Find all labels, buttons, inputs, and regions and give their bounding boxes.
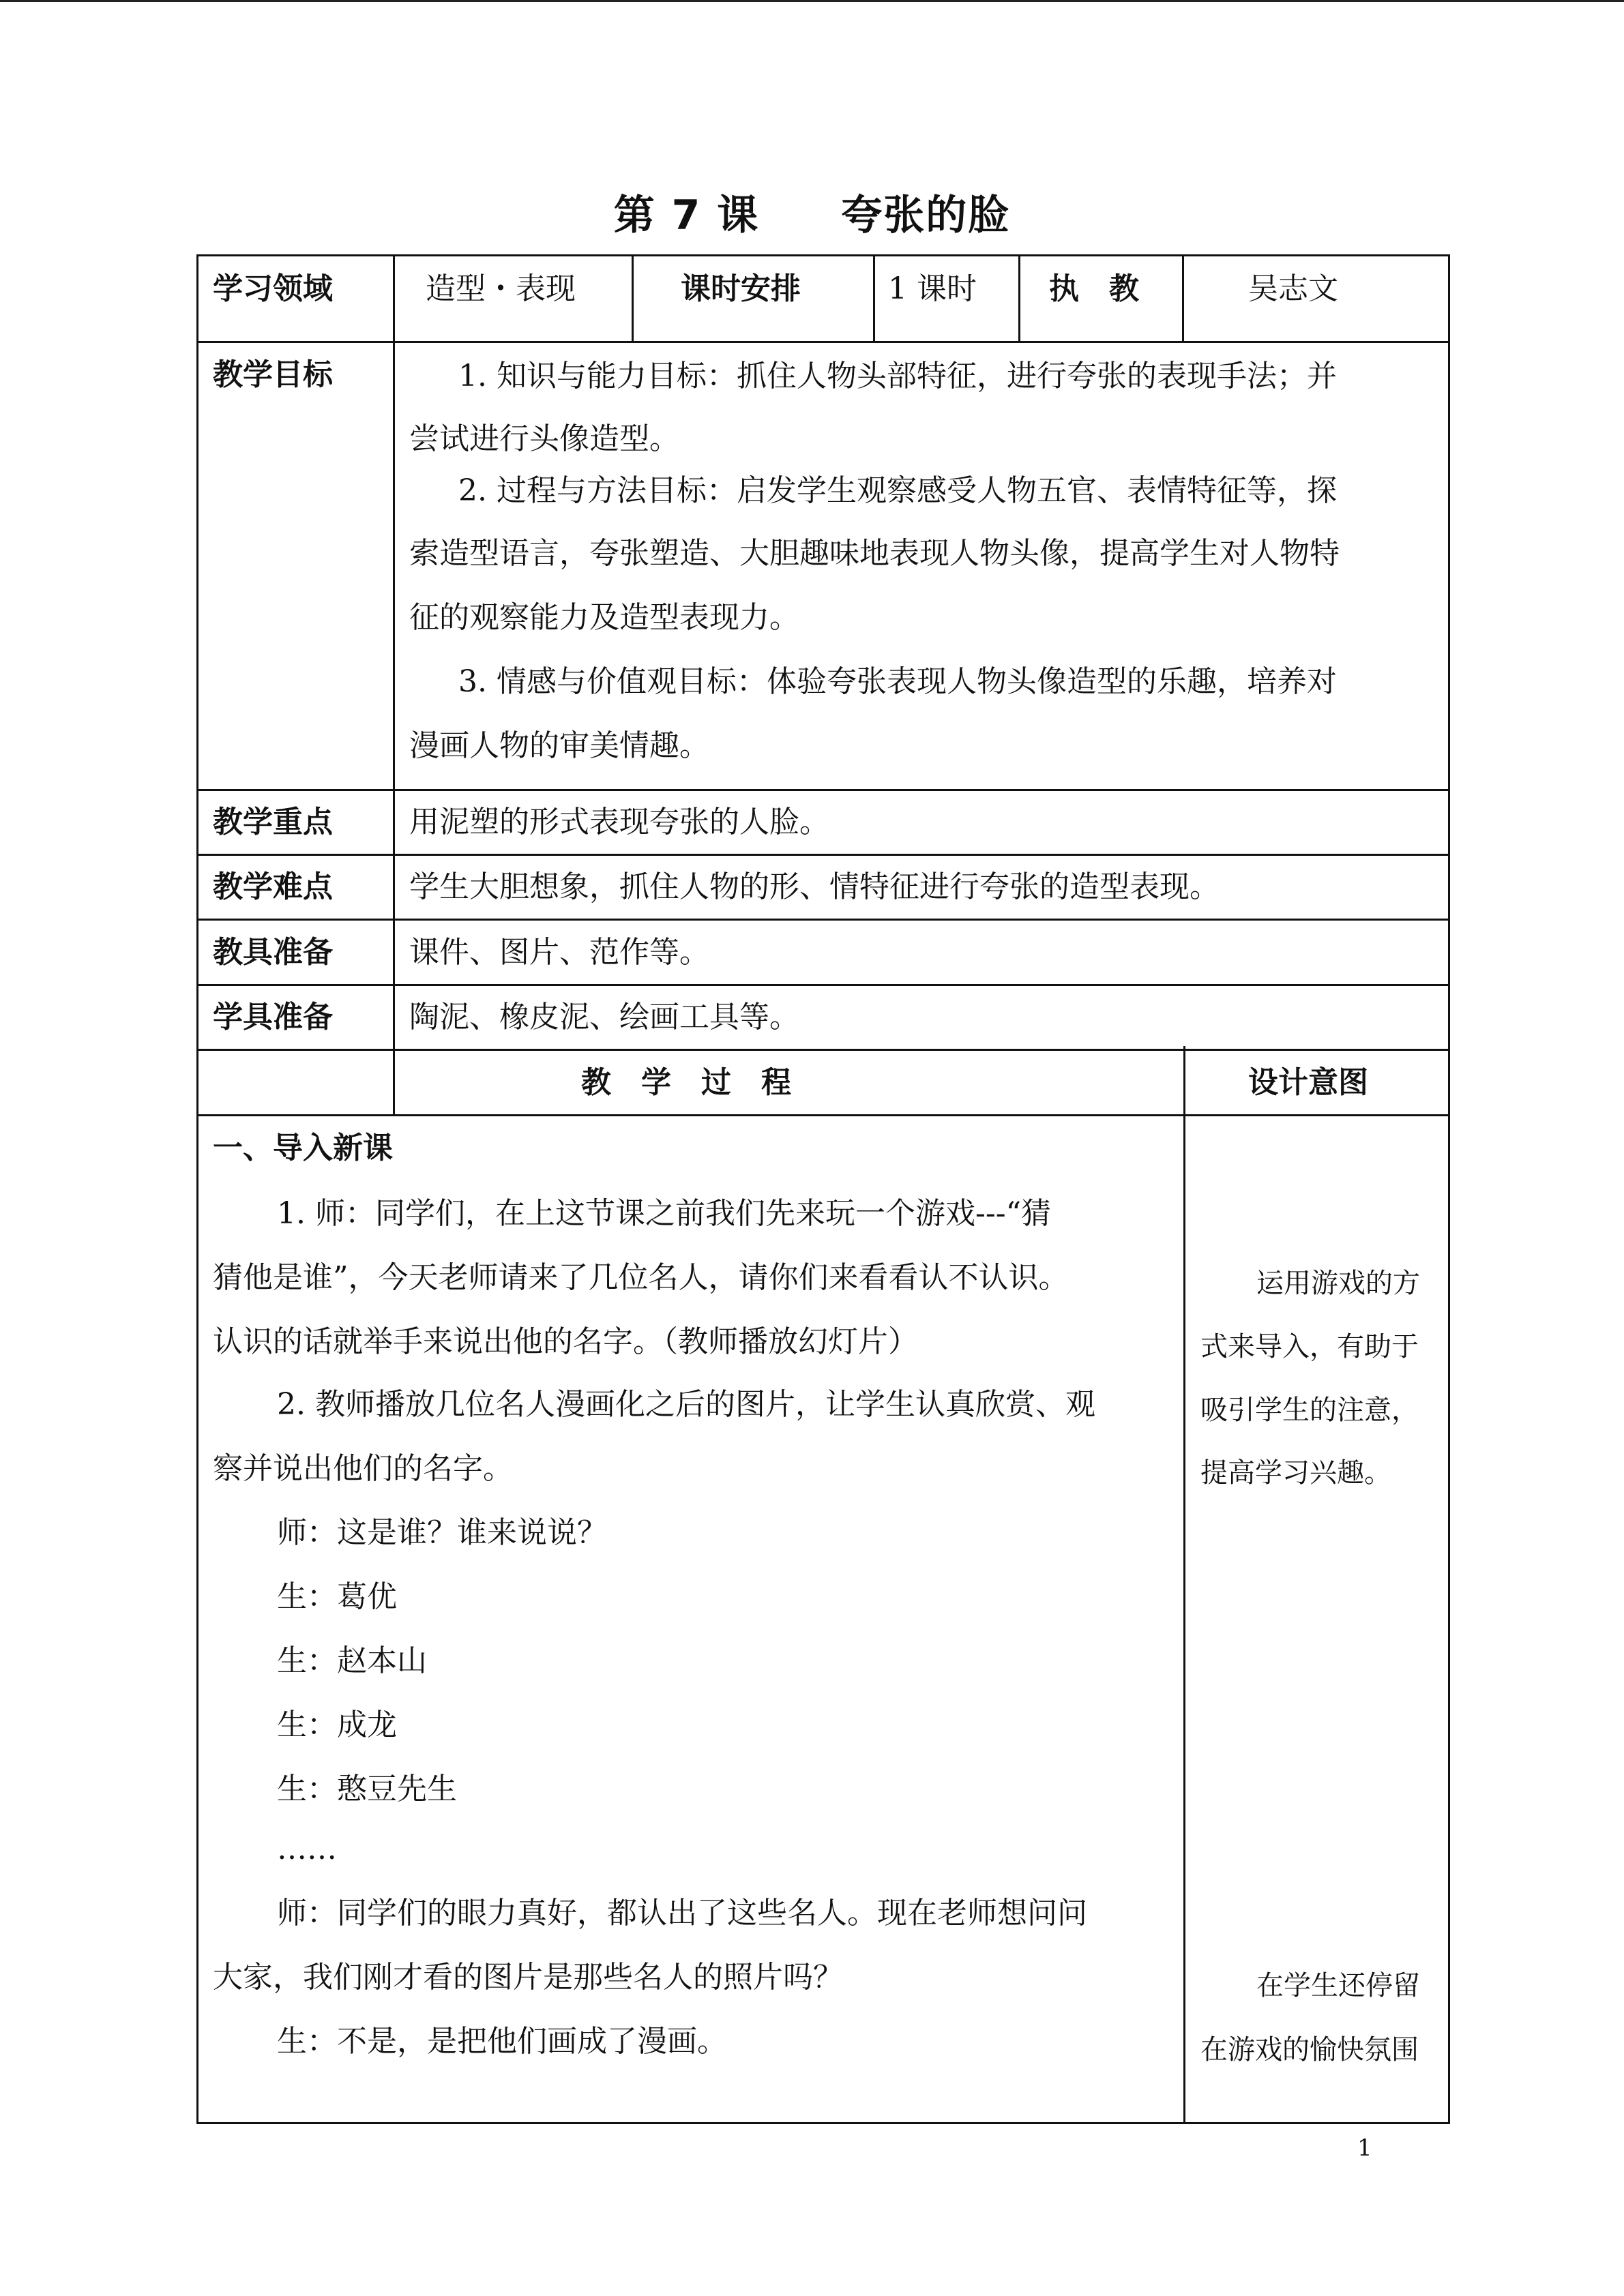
process-line: 猜他是谁”，今天老师请来了几位名人，请你们来看看认不认识。	[213, 1260, 1069, 1295]
objectives-line: 尝试进行头像造型。	[409, 421, 679, 456]
process-line: 察并说出他们的名字。	[213, 1451, 513, 1486]
objectives-label: 教学目标	[213, 357, 333, 392]
student-tools-value: 陶泥、橡皮泥、绘画工具等。	[409, 1000, 799, 1034]
intent-header: 设计意图	[1248, 1065, 1368, 1100]
process-line: 认识的话就举手来说出他的名字。（教师播放幻灯片）	[213, 1324, 918, 1359]
process-line: 大家，我们刚才看的图片是那些名人的照片吗？	[213, 1960, 843, 1995]
process-line: 生：憨豆先生	[277, 1772, 457, 1806]
intent-line: 在游戏的愉快氛围	[1200, 2034, 1419, 2066]
process-line: 1. 师：同学们，在上这节课之前我们先来玩一个游戏---“猜	[277, 1196, 1052, 1231]
process-line: 生：成龙	[277, 1708, 397, 1742]
page-number: 1	[1357, 2134, 1372, 2162]
process-header: 教 学 过 程	[581, 1065, 791, 1100]
objectives-line: 索造型语言，夸张塑造、大胆趣味地表现人物头像，提高学生对人物特	[409, 536, 1340, 571]
objectives-line: 征的观察能力及造型表现力。	[409, 600, 799, 635]
process-line: 2. 教师播放几位名人漫画化之后的图片，让学生认真欣赏、观	[277, 1387, 1095, 1422]
intent-line: 提高学习兴趣。	[1200, 1457, 1391, 1489]
objectives-line: 漫画人物的审美情趣。	[409, 728, 709, 763]
intent-line: 运用游戏的方	[1256, 1268, 1420, 1299]
intent-line: 吸引学生的注意，	[1200, 1395, 1419, 1426]
lesson-number: 第 7 课	[613, 192, 760, 239]
student-tools-label: 学具准备	[213, 1000, 333, 1034]
teacher-value: 吴志文	[1248, 271, 1338, 306]
process-line: 生：赵本山	[277, 1643, 427, 1678]
objectives-line: 1. 知识与能力目标：抓住人物头部特征，进行夸张的表现手法；并	[458, 359, 1337, 393]
field-label: 学习领域	[213, 271, 333, 306]
hours-value: 1 课时	[888, 271, 977, 306]
process-line: 师：这是谁？谁来说说？	[277, 1515, 607, 1550]
intent-line: 式来导入，有助于	[1200, 1331, 1419, 1362]
page-title	[0, 183, 1624, 241]
process-line: ……	[277, 1832, 337, 1866]
page-top-border	[0, 0, 1624, 2]
hours-label: 课时安排	[681, 271, 801, 306]
key-point-label: 教学重点	[213, 805, 333, 839]
field-value: 造型・表现	[426, 271, 576, 306]
difficulty-value: 学生大胆想象，抓住人物的形、情特征进行夸张的造型表现。	[409, 869, 1220, 904]
process-line: 师：同学们的眼力真好，都认出了这些名人。现在老师想问问	[277, 1896, 1087, 1930]
objectives-line: 2. 过程与方法目标：启发学生观察感受人物五官、表情特征等，探	[458, 473, 1337, 508]
teacher-tools-label: 教具准备	[213, 935, 333, 970]
process-line: 生：不是，是把他们画成了漫画。	[277, 2024, 727, 2059]
difficulty-label: 教学难点	[213, 869, 333, 904]
lesson-name: 夸张的脸	[841, 192, 1011, 239]
teacher-tools-value: 课件、图片、范作等。	[409, 935, 709, 970]
objectives-line: 3. 情感与价值观目标：体验夸张表现人物头像造型的乐趣，培养对	[458, 664, 1337, 699]
key-point-value: 用泥塑的形式表现夸张的人脸。	[409, 805, 829, 839]
process-line: 生：葛优	[277, 1579, 397, 1614]
teacher-label: 执 教	[1049, 271, 1139, 306]
intent-line: 在学生还停留	[1256, 1970, 1420, 2001]
section-title: 一、导入新课	[213, 1131, 393, 1165]
